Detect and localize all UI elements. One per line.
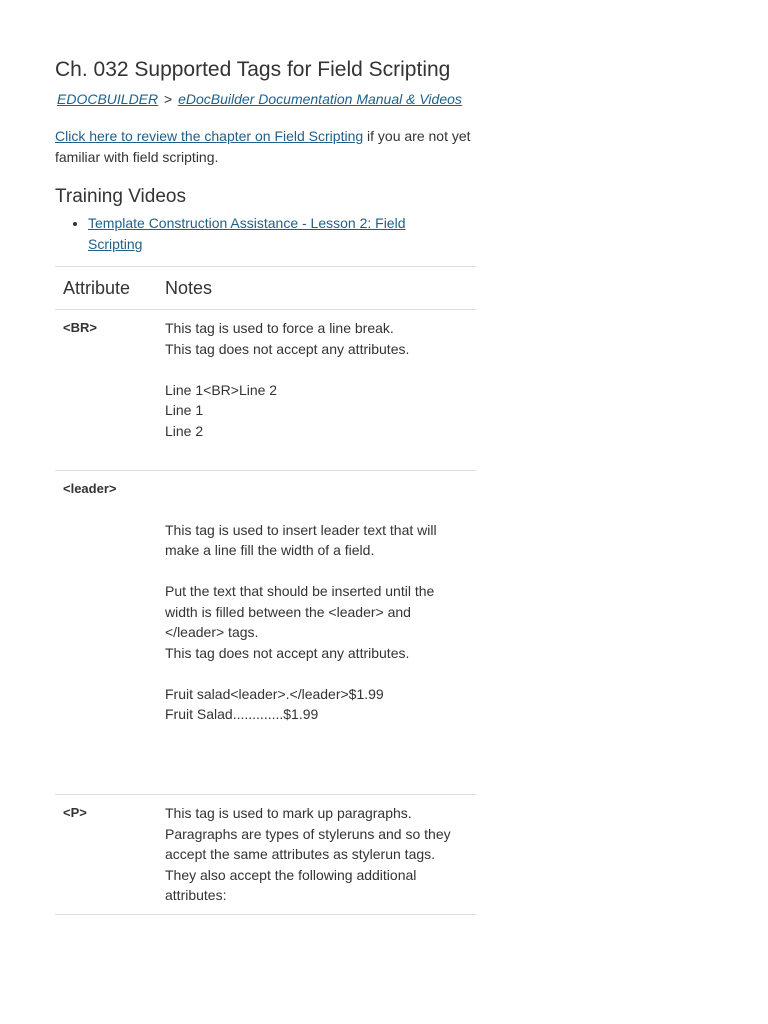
note-line: Line 1<BR>Line 2 xyxy=(165,381,278,398)
list-item xyxy=(88,213,438,255)
field-scripting-chapter-link[interactable]: Click here to review the chapter on Field Scripting xyxy=(55,128,364,144)
breadcrumb-separator: > xyxy=(164,91,173,107)
attribute-column-header: Attribute xyxy=(55,267,157,310)
training-videos-heading: Training Videos xyxy=(55,186,186,207)
tag-name-cell: <P> xyxy=(55,795,157,915)
note-line: This tag is used to mark up paragraphs. Paragraphs are types of styleruns and so they accept the same attributes as stylerun tags. They also accept the following additional attributes: xyxy=(165,805,451,903)
breadcrumb-current-link[interactable]: eDocBuilder Documentation Manual & Videos xyxy=(178,91,462,107)
note-line xyxy=(165,766,468,787)
note-line xyxy=(165,725,468,746)
note-line: This tag does not accept any attributes. xyxy=(165,644,410,661)
note-line xyxy=(165,663,468,684)
supported-tags-table xyxy=(55,266,476,915)
note-line: This tag is used to force a line break. xyxy=(165,320,394,336)
breadcrumb-root-link[interactable]: EDOCBUILDER xyxy=(57,91,159,107)
note-line xyxy=(165,745,468,766)
note-line: Put the text that should be inserted until the width is filled between the <leader> and </leader> tags. xyxy=(165,583,435,640)
tag-name-cell: <leader> xyxy=(55,470,157,795)
table-header-row xyxy=(55,267,476,310)
table-row xyxy=(55,470,476,795)
tag-notes-cell xyxy=(157,310,476,471)
note-line xyxy=(165,561,468,582)
training-videos-list xyxy=(55,213,438,255)
table-row xyxy=(55,795,476,915)
note-line xyxy=(165,441,468,462)
tag-name-cell: <BR> xyxy=(55,310,157,471)
note-line: Line 1 xyxy=(165,402,204,418)
note-line xyxy=(165,359,468,380)
tag-notes-cell xyxy=(157,795,476,915)
notes-column-header: Notes xyxy=(157,267,476,310)
note-line xyxy=(165,499,468,520)
note-line: This tag is used to insert leader text that will make a line fill the width of a field. xyxy=(165,521,437,558)
training-video-link[interactable]: Template Construction Assistance - Lesson 2: Field Scripting xyxy=(88,215,406,252)
intro-text: if you are not yet familiar with field scripting. xyxy=(55,128,471,165)
intro-paragraph xyxy=(55,126,476,168)
note-line: Fruit Salad.............$1.99 xyxy=(165,706,319,722)
note-line xyxy=(165,479,468,500)
breadcrumb xyxy=(57,91,462,107)
table-row xyxy=(55,310,476,471)
page-title: Ch. 032 Supported Tags for Field Scripting xyxy=(55,58,451,81)
table-body xyxy=(55,310,476,915)
tag-notes-cell xyxy=(157,470,476,795)
note-line: This tag does not accept any attributes. xyxy=(165,340,410,357)
note-line: Fruit salad<leader>.</leader>$1.99 xyxy=(165,685,384,702)
note-line: Line 2 xyxy=(165,422,204,439)
